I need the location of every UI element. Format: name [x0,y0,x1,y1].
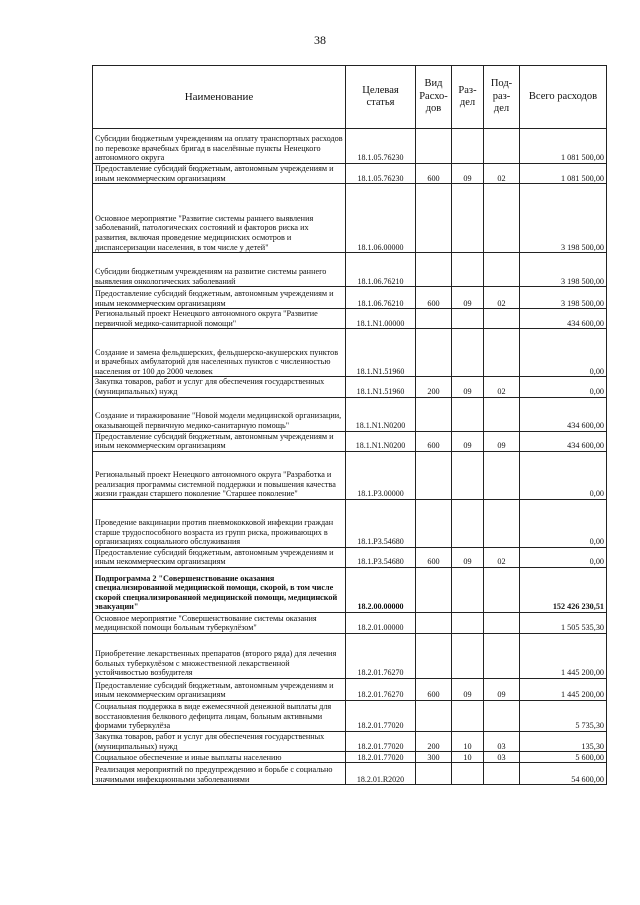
row-subsection [484,309,520,329]
row-subsection [484,451,520,499]
row-total: 3 198 500,00 [520,287,607,309]
row-total: 0,00 [520,329,607,377]
row-section [452,397,484,431]
row-expense-type [416,612,452,633]
row-section [452,129,484,164]
row-total: 0,00 [520,547,607,567]
row-total: 434 600,00 [520,431,607,451]
row-expense-type [416,253,452,287]
table-body [93,129,607,785]
header-subsection: Под- раз- дел [484,66,520,129]
row-total: 3 198 500,00 [520,253,607,287]
row-total: 1 505 535,30 [520,612,607,633]
row-name: Региональный проект Ненецкого автономного округа "Развитие первичной медико-санитарной помощи" [93,309,346,329]
row-section: 09 [452,164,484,184]
row-total: 3 198 500,00 [520,184,607,253]
row-target-code: 18.1.05.76230 [346,164,416,184]
row-total: 1 081 500,00 [520,164,607,184]
row-name: Создание и тиражирование "Новой модели медицинской организации, оказывающей первичную медико-санитарную помощь" [93,397,346,431]
row-name: Субсидии бюджетным учреждениям на оплату транспортных расходов по перевозке врачебных бригад в населённые пункты Ненецкого автономного округа [93,129,346,164]
row-subsection [484,700,520,731]
row-expense-type: 300 [416,752,452,763]
row-name: Реализация мероприятий по предупреждению и борьбе с социально значимыми инфекционными заболеваниями [93,763,346,785]
header-total: Всего расходов [520,66,607,129]
row-total: 0,00 [520,451,607,499]
budget-table [92,65,607,785]
row-target-code: 18.1.06.00000 [346,184,416,253]
row-total: 0,00 [520,377,607,397]
row-section [452,499,484,547]
row-section: 09 [452,287,484,309]
row-section [452,633,484,678]
row-section: 10 [452,752,484,763]
table-row [93,763,607,785]
row-target-code: 18.1.P3.00000 [346,451,416,499]
table-row [93,253,607,287]
row-subsection: 09 [484,678,520,700]
row-name: Социальное обеспечение и иные выплаты населению [93,752,346,763]
table-row [93,309,607,329]
row-target-code: 18.2.01.77020 [346,752,416,763]
table-row [93,547,607,567]
row-name: Предоставление субсидий бюджетным, автономным учреждениям и иным некоммерческим организациям [93,164,346,184]
row-section: 09 [452,547,484,567]
row-target-code: 18.1.05.76230 [346,129,416,164]
row-target-code: 18.1.06.76210 [346,287,416,309]
row-subsection: 02 [484,547,520,567]
header-name: Наименование [93,66,346,129]
row-target-code: 18.2.01.00000 [346,612,416,633]
row-section: 09 [452,431,484,451]
row-section [452,329,484,377]
row-expense-type: 600 [416,164,452,184]
table-row [93,731,607,751]
row-subsection [484,612,520,633]
row-total: 1 445 200,00 [520,633,607,678]
row-subsection: 03 [484,731,520,751]
table-row [93,129,607,164]
table-row [93,700,607,731]
row-expense-type [416,700,452,731]
row-name: Предоставление субсидий бюджетным, автономным учреждениям и иным некоммерческим организациям [93,547,346,567]
row-expense-type [416,499,452,547]
row-target-code: 18.2.01.76270 [346,633,416,678]
row-total: 1 081 500,00 [520,129,607,164]
table-row [93,678,607,700]
row-target-code: 18.1.P3.54680 [346,499,416,547]
row-section [452,309,484,329]
row-section: 09 [452,377,484,397]
row-subsection [484,499,520,547]
row-subsection: 02 [484,377,520,397]
row-total: 5 600,00 [520,752,607,763]
row-expense-type [416,329,452,377]
row-target-code: 18.1.N1.N0200 [346,431,416,451]
row-name: Закупка товаров, работ и услуг для обеспечения государственных (муниципальных) нужд [93,377,346,397]
row-target-code: 18.2.01.77020 [346,700,416,731]
row-total: 0,00 [520,499,607,547]
row-total: 152 426 230,51 [520,567,607,612]
header-section: Раз- дел [452,66,484,129]
row-name: Предоставление субсидий бюджетным, автономным учреждениям и иным некоммерческим организациям [93,287,346,309]
table-row [93,567,607,612]
table-row [93,633,607,678]
row-section: 10 [452,731,484,751]
row-name: Предоставление субсидий бюджетным, автономным учреждениям и иным некоммерческим организациям [93,678,346,700]
row-subsection: 02 [484,287,520,309]
row-subsection: 02 [484,164,520,184]
row-subsection [484,567,520,612]
table-row [93,184,607,253]
row-name: Закупка товаров, работ и услуг для обеспечения государственных (муниципальных) нужд [93,731,346,751]
row-expense-type [416,763,452,785]
table-row [93,287,607,309]
row-subsection: 03 [484,752,520,763]
header-target: Целевая статья [346,66,416,129]
row-target-code: 18.1.06.76210 [346,253,416,287]
table-row [93,397,607,431]
header-expense-type: Вид Расхо- дов [416,66,452,129]
row-target-code: 18.2.00.00000 [346,567,416,612]
table-row [93,431,607,451]
row-name: Социальная поддержка в виде ежемесячной денежной выплаты для восстановления белкового дефицита лицам, больным активными формами туберкулёза [93,700,346,731]
row-expense-type [416,633,452,678]
table-row [93,499,607,547]
row-subsection [484,633,520,678]
row-section [452,567,484,612]
row-section [452,184,484,253]
table-row [93,752,607,763]
row-expense-type: 200 [416,377,452,397]
row-subsection [484,253,520,287]
row-expense-type: 600 [416,547,452,567]
row-section [452,700,484,731]
row-expense-type: 600 [416,287,452,309]
row-section [452,612,484,633]
row-expense-type: 600 [416,678,452,700]
row-total: 434 600,00 [520,397,607,431]
row-name: Основное мероприятие "Совершенствование системы оказания медицинской помощи больным туберкулёзом" [93,612,346,633]
row-total: 5 735,30 [520,700,607,731]
row-subsection: 09 [484,431,520,451]
table-row [93,329,607,377]
row-name: Подпрограмма 2 "Совершенствование оказания специализированной медицинской помощи, скорой, в том числе скорой специализированной медицинской помощи, медицинской эвакуации" [93,567,346,612]
row-target-code: 18.1.N1.51960 [346,329,416,377]
row-subsection [484,184,520,253]
row-name: Субсидии бюджетным учреждениям на развитие системы раннего выявления онкологических заболеваний [93,253,346,287]
row-section: 09 [452,678,484,700]
row-target-code: 18.1.N1.N0200 [346,397,416,431]
row-name: Проведение вакцинации против пневмококковой инфекции граждан старше трудоспособного возраста из групп риска, проживающих в организациях социального обслуживания [93,499,346,547]
table-header-row [93,66,607,129]
page-number: 38 [314,33,326,47]
row-target-code: 18.2.01.76270 [346,678,416,700]
row-total: 135,30 [520,731,607,751]
row-subsection [484,129,520,164]
row-subsection [484,763,520,785]
row-name: Создание и замена фельдшерских, фельдшерско-акушерских пунктов и врачебных амбулаторий для населенных пунктов с численностью населения от 100 до 2000 человек [93,329,346,377]
row-total: 434 600,00 [520,309,607,329]
row-name: Приобретение лекарственных препаратов (второго ряда) для лечения больных туберкулёзом с множественной лекарственной устойчивостью возбудителя [93,633,346,678]
row-expense-type [416,309,452,329]
table-row [93,377,607,397]
row-name: Основное мероприятие "Развитие системы раннего выявления заболеваний, патологических состояний и факторов риска их развития, включая проведение медицинских осмотров и диспансеризации населения, в том числе у детей" [93,184,346,253]
row-name: Региональный проект Ненецкого автономного округа "Разработка и реализация программы системной поддержки и повышения качества жизни граждан старшего поколение "Старшее поколение" [93,451,346,499]
row-expense-type: 200 [416,731,452,751]
table-row [93,164,607,184]
row-section [452,763,484,785]
row-target-code: 18.1.N1.00000 [346,309,416,329]
row-subsection [484,329,520,377]
row-target-code: 18.1.P3.54680 [346,547,416,567]
row-expense-type [416,567,452,612]
row-subsection [484,397,520,431]
row-target-code: 18.1.N1.51960 [346,377,416,397]
table-row [93,612,607,633]
row-section [452,451,484,499]
row-target-code: 18.2.01.R2020 [346,763,416,785]
table-row [93,451,607,499]
row-expense-type [416,184,452,253]
row-expense-type [416,397,452,431]
row-section [452,253,484,287]
row-expense-type [416,451,452,499]
row-total: 1 445 200,00 [520,678,607,700]
row-expense-type: 600 [416,431,452,451]
row-target-code: 18.2.01.77020 [346,731,416,751]
row-expense-type [416,129,452,164]
row-name: Предоставление субсидий бюджетным, автономным учреждениям и иным некоммерческим организациям [93,431,346,451]
row-total: 54 600,00 [520,763,607,785]
